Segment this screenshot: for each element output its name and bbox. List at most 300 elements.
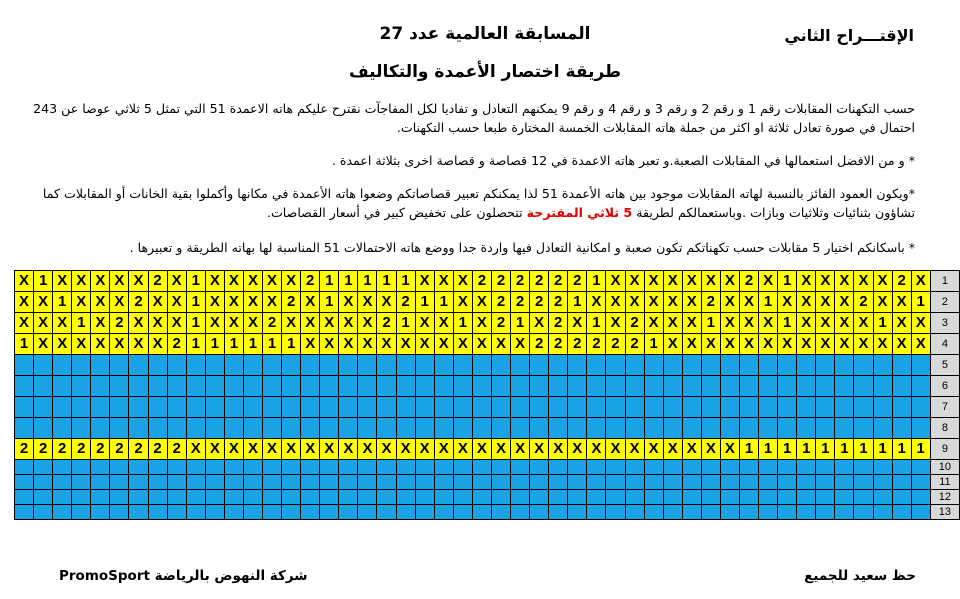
brand-name: PromoSport [59,568,150,584]
grid-cell: 2 [625,334,644,355]
grid-cell: 1 [911,439,930,460]
grid-cell [587,397,606,418]
grid-cell [72,418,91,439]
grid-cell [453,418,472,439]
grid-cell [491,397,510,418]
grid-cell: 1 [511,313,530,334]
columns-table [14,270,960,520]
grid-cell [892,475,911,490]
grid-cell [34,376,53,397]
grid-cell [682,490,701,505]
grid-cell: X [472,439,491,460]
grid-cell [186,490,205,505]
grid-cell: 1 [644,334,663,355]
grid-cell [415,397,434,418]
grid-cell: X [835,292,854,313]
grid-cell [148,490,167,505]
grid-cell [644,397,663,418]
grid-cell: X [358,292,377,313]
grid-cell [892,355,911,376]
grid-row [15,475,960,490]
grid-cell [911,376,930,397]
grid-row [15,271,960,292]
grid-cell: 1 [358,271,377,292]
grid-cell: X [186,439,205,460]
grid-cell [759,355,778,376]
grid-cell [682,418,701,439]
grid-cell: 1 [759,439,778,460]
grid-cell [911,460,930,475]
grid-cell: X [644,313,663,334]
grid-cell: X [110,292,129,313]
grid-cell [835,418,854,439]
grid-cell [167,505,186,520]
grid-cell: X [53,334,72,355]
grid-cell: X [892,292,911,313]
grid-cell [282,355,301,376]
grid-cell [911,418,930,439]
grid-cell: X [701,334,720,355]
grid-cell [720,505,739,520]
grid-cell: X [320,313,339,334]
grid-cell [224,505,243,520]
grid-cell [320,460,339,475]
grid-cell: 2 [53,439,72,460]
grid-cell: X [205,292,224,313]
grid-cell [129,490,148,505]
grid-cell: X [682,334,701,355]
grid-cell [625,505,644,520]
grid-cell [682,505,701,520]
grid-cell: 2 [739,271,758,292]
grid-cell: X [34,313,53,334]
grid-cell [606,505,625,520]
row-number: 5 [930,355,959,376]
grid-cell [606,475,625,490]
grid-cell: 2 [549,334,568,355]
grid-row [15,490,960,505]
grid-cell: X [377,439,396,460]
grid-cell [167,475,186,490]
page-subtitle: طريقة اختصار الأعمدة والتكاليف [348,62,622,82]
grid-cell [396,397,415,418]
grid-cell [320,490,339,505]
grid-cell [358,505,377,520]
grid-cell [491,376,510,397]
grid-cell [263,376,282,397]
grid-cell: X [606,292,625,313]
grid-cell: 1 [282,334,301,355]
grid-cell: 1 [320,292,339,313]
grid-cell [91,376,110,397]
grid-cell: X [205,313,224,334]
grid-cell [873,460,892,475]
grid-cell: X [549,439,568,460]
grid-cell [148,376,167,397]
grid-cell [778,376,797,397]
grid-cell [797,490,816,505]
grid-cell [472,490,491,505]
grid-row [15,376,960,397]
grid-cell [701,460,720,475]
grid-cell [759,460,778,475]
grid-cell: 2 [491,313,510,334]
grid-cell [301,355,320,376]
grid-cell: X [224,271,243,292]
grid-cell: X [759,313,778,334]
grid-cell [587,475,606,490]
grid-cell: X [263,292,282,313]
grid-cell [396,355,415,376]
grid-cell: X [224,292,243,313]
grid-cell: X [739,334,758,355]
grid-cell: X [339,439,358,460]
grid-cell: 1 [739,439,758,460]
grid-cell: X [472,292,491,313]
grid-cell [91,490,110,505]
grid-cell [129,418,148,439]
grid-cell: X [644,439,663,460]
grid-cell [301,490,320,505]
grid-cell: X [511,334,530,355]
grid-cell: 2 [511,271,530,292]
grid-cell [511,505,530,520]
grid-cell [720,475,739,490]
grid-cell [148,505,167,520]
grid-cell [396,505,415,520]
grid-cell [415,505,434,520]
grid-cell: 1 [453,313,472,334]
grid-cell [797,418,816,439]
grid-cell [911,505,930,520]
grid-cell: X [301,292,320,313]
grid-cell [243,460,262,475]
grid-cell [434,505,453,520]
grid-cell [568,355,587,376]
grid-cell [663,418,682,439]
grid-cell: X [835,313,854,334]
grid-cell [453,490,472,505]
grid-cell [358,475,377,490]
grid-cell: X [587,292,606,313]
grid-cell [282,376,301,397]
grid-cell: X [358,313,377,334]
grid-cell: X [720,439,739,460]
grid-cell: X [797,292,816,313]
grid-cell: X [167,292,186,313]
grid-cell [358,376,377,397]
grid-cell [644,376,663,397]
grid-cell [854,505,873,520]
grid-cell [816,397,835,418]
grid-cell [701,355,720,376]
grid-cell [873,490,892,505]
paragraph-text-b: تتحصلون على تخفيض كبير في أسعار القصاصات. [266,205,523,220]
grid-cell: X [873,271,892,292]
grid-cell [148,355,167,376]
grid-cell: X [415,334,434,355]
grid-cell: 2 [701,292,720,313]
grid-cell [759,505,778,520]
grid-cell [778,397,797,418]
grid-cell [739,460,758,475]
grid-cell [759,490,778,505]
grid-cell [854,490,873,505]
grid-cell: X [701,439,720,460]
grid-cell [530,505,549,520]
grid-cell [186,397,205,418]
grid-cell: X [911,313,930,334]
grid-cell: X [835,271,854,292]
grid-cell [243,355,262,376]
grid-cell [396,418,415,439]
grid-cell: X [816,334,835,355]
grid-cell: X [91,271,110,292]
grid-cell [34,505,53,520]
grid-cell: 1 [339,271,358,292]
grid-cell: X [854,271,873,292]
grid-cell [491,490,510,505]
grid-cell [224,418,243,439]
good-luck-message: حظ سعيد للجميع [804,568,916,584]
grid-cell: X [434,439,453,460]
grid-cell [606,376,625,397]
grid-cell [301,505,320,520]
grid-cell [282,490,301,505]
grid-cell [816,475,835,490]
grid-cell [453,505,472,520]
grid-cell: X [778,334,797,355]
grid-cell: X [568,439,587,460]
grid-cell [15,475,34,490]
grid-cell: 1 [854,439,873,460]
grid-cell [511,475,530,490]
grid-cell: 2 [167,439,186,460]
grid-cell: X [53,271,72,292]
grid-cell [530,460,549,475]
grid-cell [415,475,434,490]
columns-grid [14,270,960,520]
grid-cell: X [720,334,739,355]
grid-cell: X [53,313,72,334]
grid-cell [34,475,53,490]
grid-cell [72,460,91,475]
grid-cell: 2 [148,439,167,460]
grid-cell: 2 [91,439,110,460]
grid-cell [511,355,530,376]
grid-cell: X [358,334,377,355]
grid-cell: X [854,334,873,355]
grid-cell: 1 [778,439,797,460]
grid-cell: X [434,334,453,355]
grid-cell [892,418,911,439]
grid-cell: X [854,313,873,334]
grid-cell: X [15,292,34,313]
grid-cell [530,397,549,418]
winning-column-paragraph [20,184,915,222]
grid-cell: X [15,271,34,292]
grid-cell: X [644,292,663,313]
grid-cell: X [110,271,129,292]
grid-cell [778,475,797,490]
grid-cell [778,505,797,520]
grid-cell [797,505,816,520]
grid-cell: X [282,271,301,292]
grid-cell: 1 [396,271,415,292]
grid-cell [129,460,148,475]
grid-cell [205,418,224,439]
grid-cell: X [892,313,911,334]
grid-cell [472,460,491,475]
grid-cell [282,418,301,439]
grid-cell [358,355,377,376]
grid-cell [873,376,892,397]
grid-cell [778,418,797,439]
grid-cell: X [453,334,472,355]
grid-cell [434,418,453,439]
grid-cell [587,490,606,505]
grid-cell: 2 [491,292,510,313]
grid-cell: 1 [186,271,205,292]
grid-cell [854,418,873,439]
grid-cell: X [34,292,53,313]
grid-cell [224,376,243,397]
grid-cell [339,355,358,376]
grid-cell: X [720,313,739,334]
grid-cell [243,418,262,439]
grid-cell [377,475,396,490]
grid-cell: X [453,439,472,460]
grid-cell [797,460,816,475]
grid-cell [53,376,72,397]
grid-cell [15,460,34,475]
grid-cell [720,490,739,505]
grid-cell [892,397,911,418]
intro-paragraph: حسب التكهنات المقابلات رقم 1 و رقم 2 و رقم 3 و رقم 4 و رقم 9 يمكنهم التعادل و تفاديا لكل المفاجآت نقترح عليكم هاته الاعمدة 51 التي تمثل 5 ثلاثي عوضا عن 243 احتمال في صورة تعادل ثلاثة او اكثر من جملة هاته المقابلات الخمسة المختارة طبعا حسب التكهنات. [33,101,915,135]
grid-cell [491,418,510,439]
grid-cell [835,355,854,376]
grid-cell [167,460,186,475]
grid-cell [759,376,778,397]
grid-cell [377,397,396,418]
grid-cell [587,460,606,475]
grid-cell [701,490,720,505]
grid-cell: X [873,292,892,313]
grid-cell [778,490,797,505]
grid-cell [549,505,568,520]
grid-cell: X [873,334,892,355]
grid-cell [663,460,682,475]
grid-cell: 1 [377,271,396,292]
grid-cell: X [472,334,491,355]
grid-cell [148,418,167,439]
grid-cell: X [282,313,301,334]
grid-cell: X [644,271,663,292]
grid-cell [491,475,510,490]
grid-cell [91,397,110,418]
grid-cell [205,397,224,418]
grid-cell: X [434,313,453,334]
grid-cell: X [701,271,720,292]
grid-cell [587,418,606,439]
grid-cell: X [339,334,358,355]
grid-cell [530,418,549,439]
grid-row [15,460,960,475]
grid-row [15,355,960,376]
selection-paragraph: * باسكانكم اختيار 5 مقابلات حسب تكهناتكم تكون صعبة و امكانية التعادل فيها واردة جدا ووضع هاته الاحتمالات 51 المناسبة لها بهاته الطريقة و تعبيرها . [129,240,915,255]
grid-cell: 2 [491,271,510,292]
grid-cell [739,397,758,418]
grid-cell: X [625,439,644,460]
grid-cell [377,460,396,475]
grid-cell [854,376,873,397]
grid-cell: X [797,334,816,355]
grid-cell [472,397,491,418]
grid-cell: X [606,313,625,334]
grid-cell: X [205,271,224,292]
grid-cell [186,355,205,376]
grid-cell: 1 [835,439,854,460]
grid-cell [339,505,358,520]
grid-cell: X [759,271,778,292]
grid-cell [701,418,720,439]
grid-cell: X [15,313,34,334]
grid-cell [873,505,892,520]
grid-cell [396,460,415,475]
row-number: 2 [930,292,959,313]
row-number: 6 [930,376,959,397]
grid-cell [358,490,377,505]
grid-cell [644,490,663,505]
grid-cell: X [148,313,167,334]
grid-cell [434,460,453,475]
grid-cell [835,376,854,397]
grid-cell [205,475,224,490]
grid-cell: X [682,292,701,313]
grid-cell [377,505,396,520]
grid-cell [243,376,262,397]
grid-cell: X [167,271,186,292]
grid-cell: 2 [301,271,320,292]
grid-cell [415,490,434,505]
grid-cell [568,460,587,475]
grid-row [15,505,960,520]
grid-cell: 2 [511,292,530,313]
grid-cell [778,355,797,376]
grid-cell [53,490,72,505]
grid-cell: X [682,313,701,334]
grid-cell [568,418,587,439]
grid-cell [892,460,911,475]
grid-cell [415,355,434,376]
grid-cell [224,490,243,505]
grid-cell: X [72,334,91,355]
grid-cell: X [396,439,415,460]
grid-cell [568,505,587,520]
grid-cell [530,475,549,490]
grid-cell [606,397,625,418]
grid-cell: 1 [568,292,587,313]
grid-cell [587,376,606,397]
grid-cell [835,505,854,520]
grid-cell: 1 [778,313,797,334]
grid-cell [873,475,892,490]
grid-cell: X [148,334,167,355]
grid-cell [53,505,72,520]
grid-cell [91,505,110,520]
grid-cell: 1 [186,334,205,355]
grid-cell [472,376,491,397]
